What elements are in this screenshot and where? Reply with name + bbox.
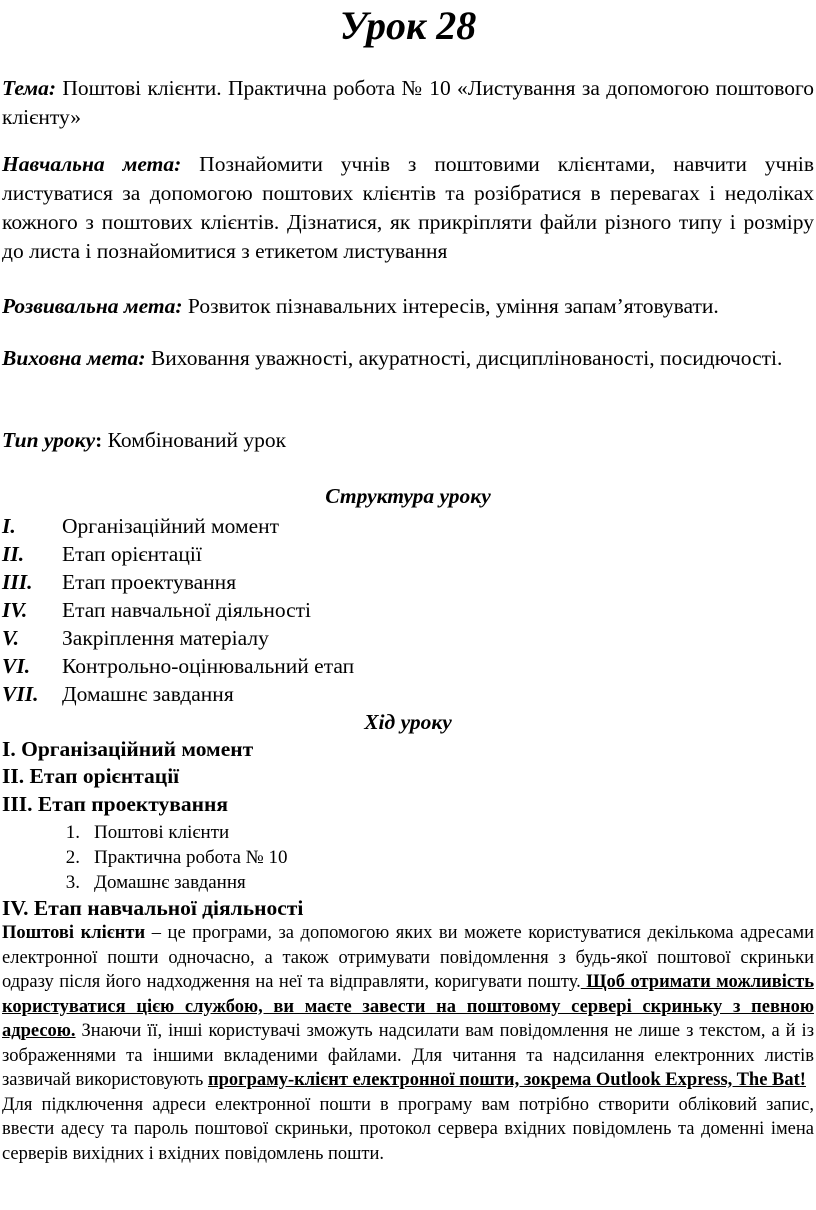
upbringing-goal-paragraph	[2, 344, 814, 373]
item-number: 1.	[65, 822, 80, 843]
item-text: Домашнє завдання	[62, 682, 234, 706]
list-item	[2, 680, 602, 708]
step-organizational: I. Організаційний момент	[2, 737, 254, 761]
item-number: VI.	[2, 654, 31, 678]
mail-clients-term: Поштові клієнти	[2, 923, 146, 943]
step-design: III. Етап проектування	[2, 792, 229, 816]
lesson-type-label: Тип уроку	[2, 428, 96, 452]
mail-clients-continuation: Знаючи її, інші користувачі зможуть надсилати вам повідомлення не лише з текстом, а й із зображеннями та іншими вкладеними файлами. Для читання та надсилання електронних листів зазвичай використовують	[2, 1021, 814, 1090]
item-text: Етап орієнтації	[62, 542, 202, 566]
item-text: Поштові клієнти	[94, 822, 230, 843]
list-item	[2, 512, 602, 540]
structure-list	[2, 512, 602, 708]
topic-label: Тема:	[2, 76, 57, 100]
item-number: II.	[2, 542, 25, 566]
item-number: 2.	[65, 847, 80, 868]
list-item	[2, 540, 602, 568]
item-text: Етап проектування	[62, 570, 237, 594]
developmental-goal-label: Розвивальна мета:	[2, 294, 183, 318]
step-learning-activity: IV. Етап навчальної діяльності	[2, 896, 304, 920]
educational-goal-paragraph	[2, 150, 814, 266]
item-text: Закріплення матеріалу	[62, 626, 269, 650]
developmental-goal-text: Розвиток пізнавальних інтересів, уміння запам’ятовувати.	[182, 294, 719, 318]
lesson-type-colon: :	[95, 428, 103, 452]
account-setup-paragraph: Для підключення адреси електронної пошти в програму вам потрібно створити обліковий запис, ввести адесу та пароль поштової скриньки, протокол сервера вхідних повідомлень та доменні імена серверів вихідних і вхідних повідомлень пошти.	[2, 1094, 814, 1164]
item-text: Контрольно-оцінювальний етап	[62, 654, 355, 678]
body-text	[2, 921, 814, 1166]
item-number: 3.	[65, 872, 80, 893]
lesson-title: Урок 28	[339, 3, 477, 48]
item-number: I.	[2, 514, 16, 538]
educational-goal-text: Познайомити учнів з поштовими клієнтами, навчити учнів листуватися за допомогою поштових клієнтів та розібратися в перевагах і недоліках кожного з поштових клієнтів. Дізнатися, як прикріпляти файли різного типу і розміру до листа і познайомитися з етикетом листування	[2, 152, 814, 263]
step-orientation: II. Етап орієнтації	[2, 764, 180, 788]
item-text: Організаційний момент	[62, 514, 280, 538]
educational-goal-label: Навчальна мета:	[2, 152, 182, 176]
structure-heading: Структура уроку	[325, 484, 491, 508]
topic-paragraph	[2, 74, 814, 132]
lesson-type-text: Комбінований урок	[102, 428, 287, 452]
list-item	[2, 568, 602, 596]
upbringing-goal-label: Виховна мета:	[2, 346, 146, 370]
developmental-goal-paragraph	[2, 292, 814, 321]
list-item	[2, 624, 602, 652]
list-item	[2, 652, 602, 680]
list-item	[2, 596, 602, 624]
mail-clients-emphasis: Щоб отримати можливість користуватися цією службою, ви маєте завести на поштовому сервері скриньку з певною адресою.	[2, 972, 814, 1041]
item-number: IV.	[2, 598, 28, 622]
item-number: III.	[2, 570, 33, 594]
topic-text: Поштові клієнти. Практична робота № 10 «Листування за допомогою поштового клієнту»	[2, 76, 814, 129]
item-text: Практична робота № 10	[94, 847, 288, 868]
item-number: VII.	[2, 682, 39, 706]
item-number: V.	[2, 626, 19, 650]
course-heading: Хід уроку	[364, 710, 452, 734]
mail-clients-program-emphasis: програму-клієнт електронної пошти, зокрема Outlook Express, The Bat!	[207, 1070, 806, 1090]
upbringing-goal-text: Виховання уважності, акуратності, дисциплінованості, посидючості.	[145, 346, 783, 370]
mail-clients-paragraph	[2, 921, 814, 1093]
item-text: Домашнє завдання	[94, 872, 246, 893]
item-text: Етап навчальної діяльності	[62, 598, 312, 622]
lesson-type-paragraph	[2, 426, 814, 455]
mail-clients-definition: – це програми, за допомогою яких ви можете користуватися декількома адресами електронної пошти одночасно, а також отримувати повідомлення з будь-якої поштової скриньки одразу після його надходження на неї та відправляти, коригувати пошту.	[2, 923, 814, 992]
